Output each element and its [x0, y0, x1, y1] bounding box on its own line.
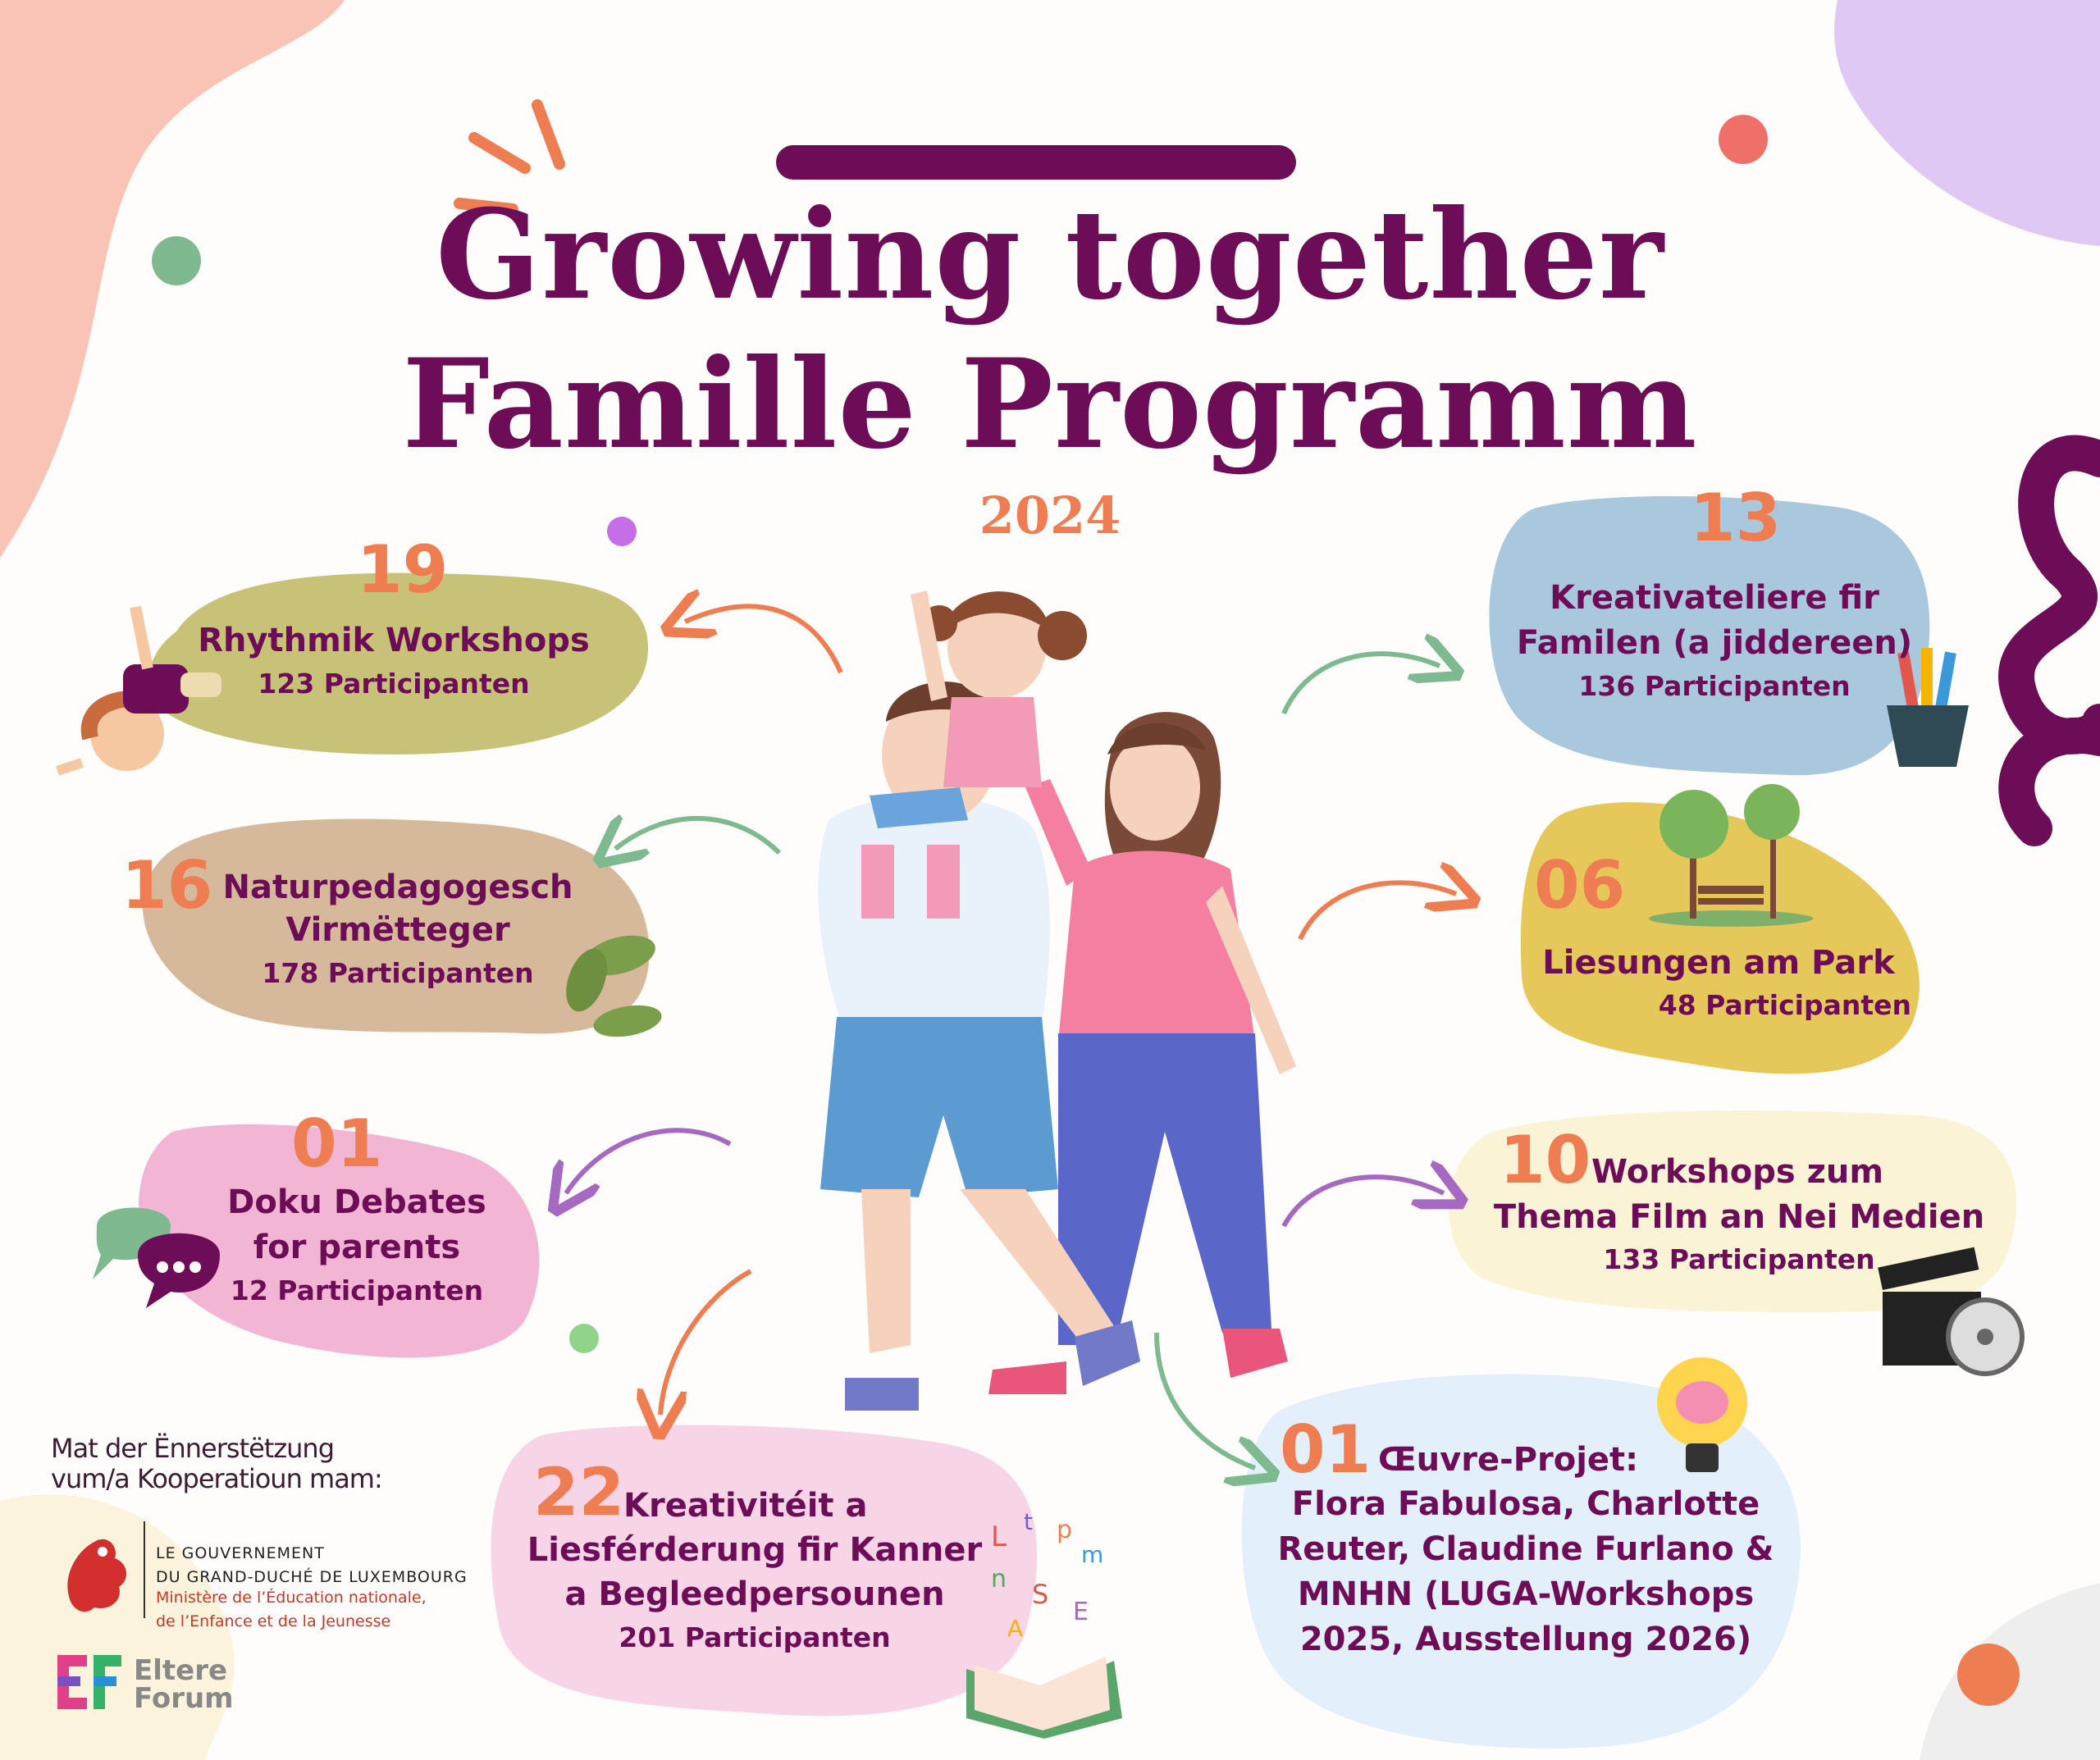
activity-participants-rhythmik: 123 Participanten — [258, 668, 530, 700]
ministry-name-line2: de l’Enfance et de la Jeunesse — [156, 1612, 391, 1630]
activity-label-kreativiteit-line3: a Begleedpersounen — [564, 1575, 945, 1613]
svg-text:S: S — [1032, 1579, 1049, 1610]
eltere-forum-name — [134, 1654, 234, 1715]
activity-label-oeuvre-line2: Flora Fabulosa, Charlotte — [1291, 1485, 1760, 1523]
gov-name — [156, 1542, 468, 1589]
gov-name-line2: DU GRAND-DUCHÉ DE LUXEMBOURG — [156, 1567, 468, 1586]
svg-text:L: L — [991, 1521, 1007, 1553]
activity-label-naturpedagogesch-line2: Virmëtteger — [285, 911, 510, 949]
activity-label-kreativiteit-line2: Liesférderung fir Kanner — [527, 1531, 983, 1569]
activity-number-oeuvre: 01 — [1280, 1411, 1372, 1488]
activity-participants-naturpedagogesch: 178 Participanten — [262, 957, 534, 989]
ministry-name — [156, 1586, 427, 1633]
svg-text:t: t — [1024, 1508, 1033, 1535]
activity-number-workshops-film: 10 — [1500, 1122, 1591, 1198]
svg-text:p: p — [1057, 1516, 1073, 1544]
page-title-line2: Famille Programm — [402, 332, 1698, 476]
activity-label-oeuvre-line4: MNHN (LUGA-Workshops — [1297, 1575, 1755, 1613]
activity-label-workshops-film-line2: Thema Film an Nei Medien — [1493, 1198, 1985, 1236]
activity-number-kreativiteit: 22 — [533, 1454, 625, 1530]
gov-name-line1: LE GOUVERNEMENT — [156, 1544, 325, 1562]
activity-label-kreativateliere-line2: Familen (a jiddereen) — [1516, 624, 1913, 662]
activity-label-naturpedagogesch-line1: Naturpedagogesch — [222, 869, 573, 906]
svg-text:A: A — [1007, 1615, 1024, 1642]
activity-label-oeuvre-line1: Œuvre-Projet: — [1378, 1441, 1639, 1479]
support-text — [51, 1434, 382, 1494]
activity-participants-doku: 12 Participanten — [230, 1274, 484, 1306]
activity-participants-liesungen: 48 Participanten — [1658, 989, 1911, 1021]
luxembourg-lion-crest-icon — [45, 1525, 144, 1624]
activity-number-rhythmik: 19 — [357, 531, 449, 608]
activity-label-liesungen: Liesungen am Park — [1542, 944, 1895, 982]
activity-number-liesungen: 06 — [1534, 847, 1626, 923]
activity-number-kreativateliere: 13 — [1690, 480, 1782, 556]
activity-participants-kreativateliere: 136 Participanten — [1578, 670, 1851, 702]
activity-number-doku: 01 — [291, 1106, 383, 1182]
page-year: 2024 — [979, 486, 1121, 545]
gov-divider — [144, 1521, 145, 1618]
activity-label-rhythmik: Rhythmik Workshops — [198, 622, 590, 659]
activity-label-kreativiteit-line1: Kreativitéit a — [623, 1487, 868, 1525]
page-title-line1: Growing together — [436, 183, 1664, 327]
svg-text:E: E — [1073, 1598, 1089, 1626]
eltere-forum-name-line1: Eltere — [134, 1654, 228, 1687]
ministry-name-line1: Ministère de l’Éducation nationale, — [156, 1589, 427, 1607]
activity-label-oeuvre-line3: Reuter, Claudine Furlano & — [1277, 1530, 1774, 1568]
activity-label-doku-line1: Doku Debates — [227, 1183, 486, 1221]
activity-participants-kreativiteit: 201 Participanten — [619, 1621, 891, 1653]
svg-text:m: m — [1081, 1541, 1104, 1568]
activity-label-kreativateliere-line1: Kreativateliere fir — [1550, 579, 1879, 617]
activity-number-naturpedagogesch: 16 — [121, 847, 213, 923]
park-bench-trees-icon — [1649, 779, 1813, 927]
support-text-line1: Mat der Ënnerstëtzung — [51, 1433, 335, 1464]
eltere-forum-name-line2: Forum — [134, 1682, 234, 1715]
svg-text:n: n — [991, 1565, 1007, 1594]
eltere-forum-logo — [57, 1655, 123, 1712]
activity-label-workshops-film-line1: Workshops zum — [1591, 1153, 1884, 1191]
activity-participants-workshops-film: 133 Participanten — [1603, 1243, 1875, 1275]
activity-label-doku-line2: for parents — [253, 1229, 461, 1266]
activity-label-oeuvre-line5: 2025, Ausstellung 2026) — [1299, 1621, 1752, 1658]
support-text-line2: vum/a Kooperatioun mam: — [51, 1462, 382, 1494]
